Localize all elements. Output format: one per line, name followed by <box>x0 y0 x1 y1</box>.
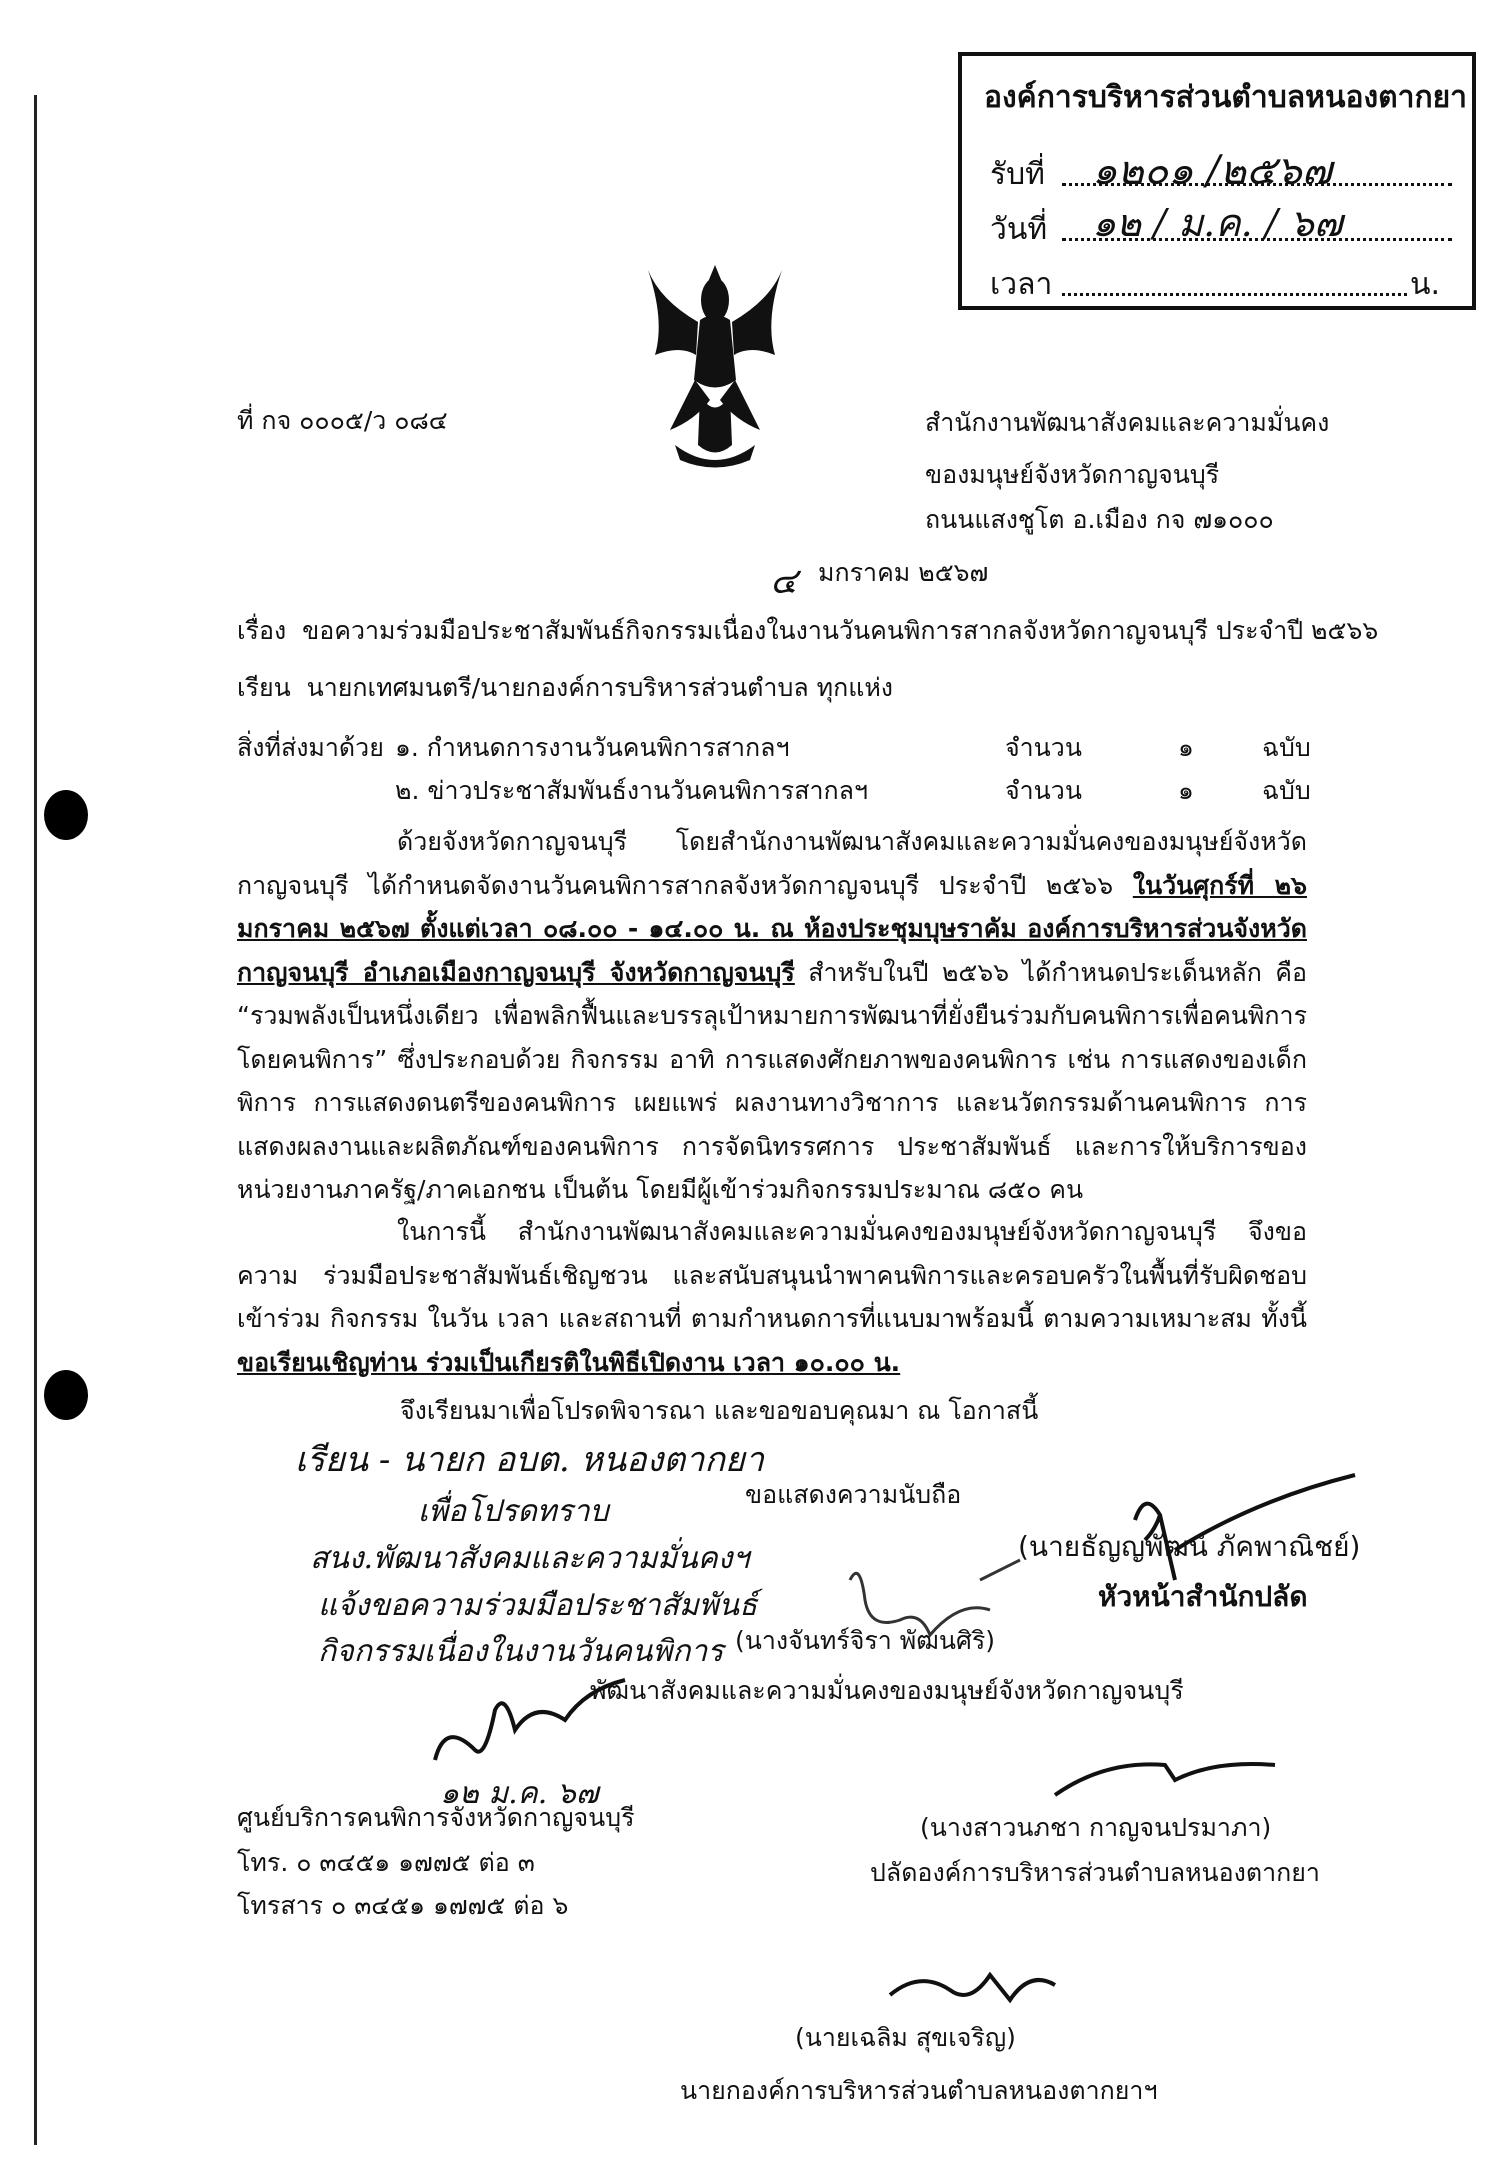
stamp-time-suffix: น. <box>1410 267 1441 302</box>
clerk-signature-mark <box>1045 1740 1285 1810</box>
head-name: (นายธัญญพัฒน์ ภัคพาณิชย์) <box>1018 1530 1361 1563</box>
para1-details: สำหรับในปี ๒๕๖๖ ได้กำหนดประเด็นหลัก คือ “รวมพลังเป็นหนึ่งเดียว เพื่อพลิกฟื้นและบรรลุเป้าหมายการพัฒนาที่ยั่งยืนร่วมกับคนพิการเพื่อคนพิการ โดยคนพิการ” ซึ่งประกอบด้วย กิจกรรม อาทิ การแสดงศักยภาพของคนพิการ เช่น การแสดงของเด็กพิการ การแสดงดนตรีของคนพิการ เผยแพร่ ผลงานทางวิชาการ และนวัตกรรมด้านคนพิการ การแสดงผลงานและผลิตภัณฑ์ของคนพิการ การจัดนิทรรศการ ประชาสัมพันธ์ และการให้บริการของหน่วยงานภาครัฐ/ภาคเอกชน เป็นต้น โดยมีผู้เข้าร่วมกิจกรรมประมาณ ๘๕๐ คน <box>237 957 1307 1204</box>
date-day: ๔ <box>770 561 798 602</box>
garuda-emblem-icon <box>640 260 790 475</box>
handwritten-note-line-3: สนง.พัฒนาสังคมและความมั่นคงฯ <box>310 1541 750 1576</box>
sender-line-2: ของมนุษย์จังหวัดกาญจนบุรี <box>925 460 1220 489</box>
body-paragraph-1 <box>237 820 1307 1212</box>
attachment-qty-label: จำนวน <box>1005 776 1082 805</box>
contact-office: ศูนย์บริการคนพิการจังหวัดกาญจนบุรี <box>237 1803 635 1832</box>
attachment-qty-label: จำนวน <box>1005 733 1082 762</box>
subject-text: ขอความร่วมมือประชาสัมพันธ์กิจกรรมเนื่องในงานวันคนพิการสากลจังหวัดกาญจนบุรี ประจำปี ๒๕๖๖ <box>302 616 1379 645</box>
respect-line: ขอแสดงความนับถือ <box>745 1480 962 1509</box>
deputy-title: พัฒนาสังคมและความมั่นคงของมนุษย์จังหวัดกาญจนบุรี <box>590 1676 1184 1705</box>
sender-line-3: ถนนแสงชูโต อ.เมือง กจ ๗๑๐๐๐ <box>925 505 1274 534</box>
mayor-signature-mark <box>880 1955 1060 2025</box>
para1-event-datetime: ในวันศุกร์ที่ ๒๖ มกราคม ๒๕๖๗ ตั้งแต่เวลา ๐๘.๐๐ - ๑๔.๐๐ น. ณ ห้องประชุมบุษราคัม องค์การบริหารส่วนจังหวัดกาญจนบุรี อำเภอเมืองกาญจนบุรี จังหวัดกาญจนบุรี <box>237 870 1307 987</box>
punch-hole-top <box>44 790 88 840</box>
para1-intro: ด้วยจังหวัดกาญจนบุรี โดยสำนักงานพัฒนาสังคมและความมั่นคงของมนุษย์จังหวัดกาญจนบุรี ได้กำหนดจัดงานวันคนพิการสากลจังหวัดกาญจนบุรี ประจำปี ๒๕๖๖ <box>237 827 1307 900</box>
attachment-qty: ๑ <box>1178 733 1194 762</box>
handwritten-note-line-1: เรียน - นายก อบต. หนองตากยา <box>295 1440 764 1480</box>
stamp-date-value: ๑๒ / ม.ค. / ๖๗ <box>1092 201 1343 245</box>
attachments-label: สิ่งที่ส่งมาด้วย <box>237 733 384 762</box>
sender-line-1: สำนักงานพัฒนาสังคมและความมั่นคง <box>925 408 1330 437</box>
subject-line <box>237 618 1378 643</box>
attachment-unit: ฉบับ <box>1262 776 1311 805</box>
stamp-time-label: เวลา <box>990 267 1053 302</box>
stamp-receive-label: รับที่ <box>990 157 1045 192</box>
attachment-qty: ๑ <box>1178 776 1194 805</box>
stamp-time-dots <box>1062 293 1407 296</box>
contact-phone: โทร. ๐ ๓๔๕๑ ๑๗๗๕ ต่อ ๓ <box>237 1848 535 1877</box>
contact-fax: โทรสาร ๐ ๓๔๕๑ ๑๗๗๕ ต่อ ๖ <box>237 1891 569 1920</box>
margin-line <box>34 95 37 2145</box>
body-paragraph-2 <box>237 1210 1307 1384</box>
handwritten-note-line-5: กิจกรรมเนื่องในงานวันคนพิการ <box>318 1634 724 1669</box>
attachment-text: ๑. กำหนดการงานวันคนพิการสากลฯ <box>395 733 790 762</box>
subject-label: เรื่อง <box>237 616 287 645</box>
clerk-title: ปลัดองค์การบริหารส่วนตำบลหนองตากยา <box>870 1858 1320 1887</box>
stamp-date-label: วันที่ <box>990 212 1048 247</box>
date-month-year: มกราคม ๒๕๖๗ <box>818 558 989 587</box>
stamp-org: องค์การบริหารส่วนตำบลหนองตากยา <box>984 80 1468 115</box>
reference-number: ที่ กจ ๐๐๐๕/ว ๐๘๔ <box>237 406 448 435</box>
addressee-text: นายกเทศมนตรี/นายกองค์การบริหารส่วนตำบล ทุกแห่ง <box>306 673 894 702</box>
attachment-unit: ฉบับ <box>1262 733 1311 762</box>
attachment-text: ๒. ข่าวประชาสัมพันธ์งานวันคนพิการสากลฯ <box>395 776 868 805</box>
handwritten-note-line-4: แจ้งขอความร่วมมือประชาสัมพันธ์ <box>318 1588 758 1623</box>
clerk-name: (นางสาวนภชา กาญจนปรมาภา) <box>920 1813 1272 1842</box>
punch-hole-bottom <box>44 1370 88 1420</box>
deputy-name: (นางจันทร์จิรา พัฒนศิริ) <box>735 1626 995 1655</box>
addressee-label: เรียน <box>237 673 291 702</box>
para2-request: ในการนี้ สำนักงานพัฒนาสังคมและความมั่นคงของมนุษย์จังหวัดกาญจนบุรี จึงขอความ ร่วมมือประชาสัมพันธ์เชิญชวน และสนับสนุนนำพาคนพิการและครอบครัวในพื้นที่รับผิดชอบเข้าร่วม กิจกรรม ในวัน เวลา และสถานที่ ตามกำหนดการที่แนบมาพร้อมนี้ ตามความเหมาะสม ทั้งนี้ <box>237 1217 1307 1333</box>
head-title: หัวหน้าสำนักปลัด <box>1098 1580 1308 1613</box>
addressee-line <box>237 675 893 700</box>
handwritten-note-line-2: เพื่อโปรดทราบ <box>418 1494 609 1529</box>
receipt-stamp <box>958 52 1476 310</box>
mayor-name: (นายเฉลิม สุขเจริญ) <box>795 2023 1016 2052</box>
stamp-receive-value: ๑๒๐๑ /๒๕๖๗ <box>1092 148 1332 194</box>
closing-line: จึงเรียนมาเพื่อโปรดพิจารณา และขอขอบคุณมา ณ โอกาสนี้ <box>400 1396 1039 1425</box>
mayor-title: นายกองค์การบริหารส่วนตำบลหนองตากยาฯ <box>680 2076 1158 2105</box>
para2-invitation: ขอเรียนเชิญท่าน ร่วมเป็นเกียรติในพิธีเปิดงาน เวลา ๑๐.๐๐ น. <box>237 1347 901 1377</box>
initial-date: ๑๒ ม.ค. ๖๗ <box>440 1776 599 1811</box>
